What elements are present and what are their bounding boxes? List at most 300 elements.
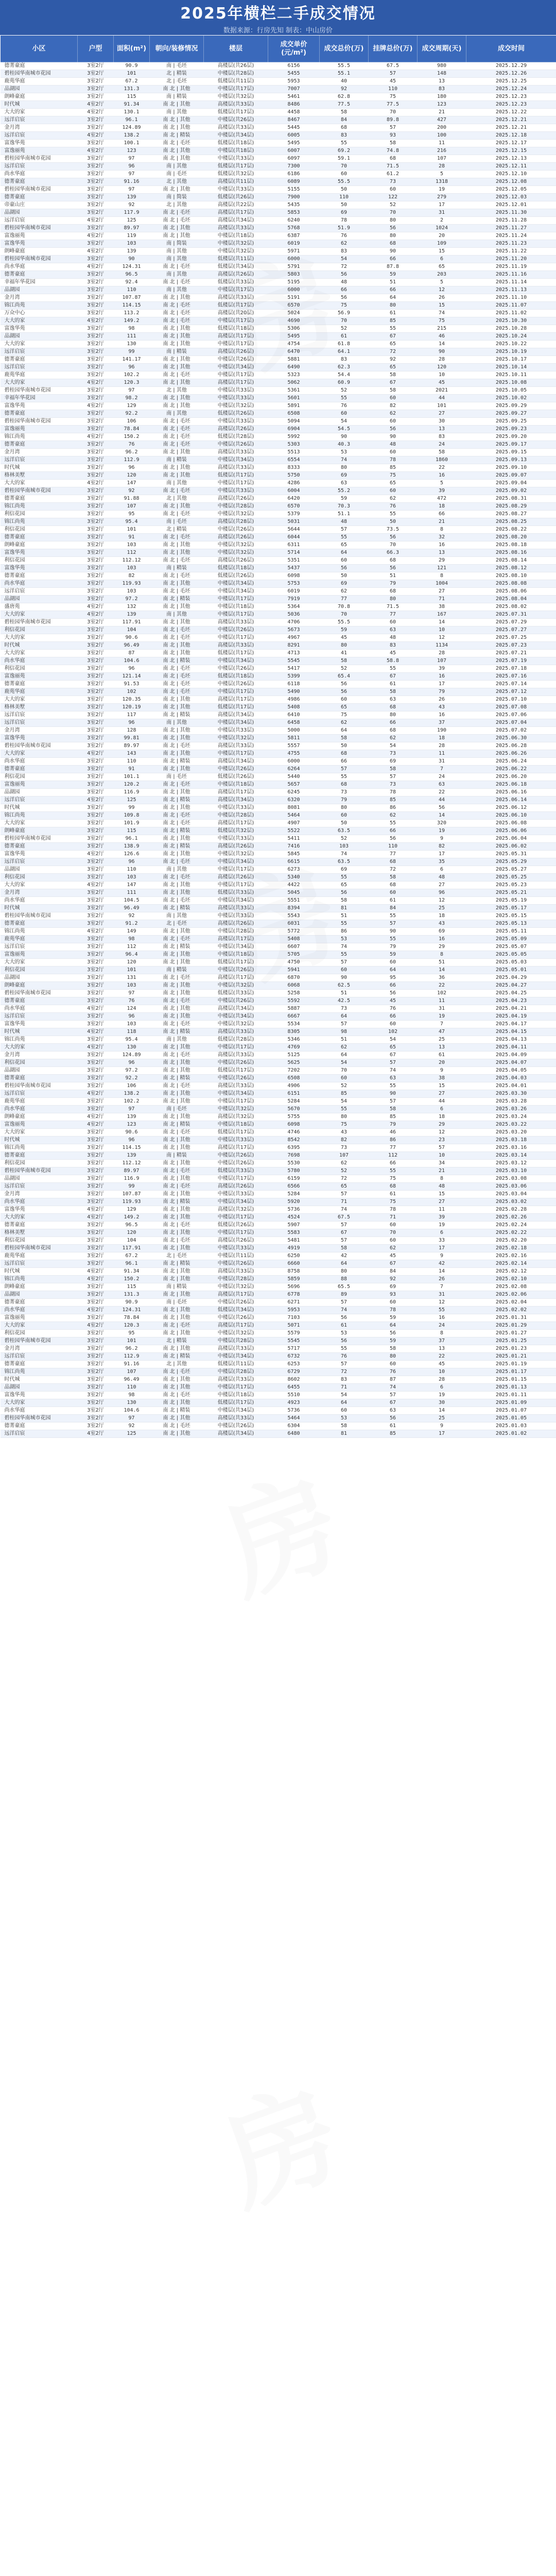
table-cell: 南 北 | 其他 bbox=[150, 1376, 204, 1384]
table-cell: 101.9 bbox=[114, 820, 150, 827]
table-cell: 南 | 其他 bbox=[150, 480, 204, 487]
table-cell: 中楼层(共32层) bbox=[204, 541, 268, 549]
table-cell: 南 北 | 精装 bbox=[150, 1198, 204, 1206]
table-cell: 97.2 bbox=[114, 596, 150, 603]
table-cell: 3室2厅 bbox=[78, 1021, 114, 1028]
table-cell: 76 bbox=[114, 997, 150, 1005]
table-cell: 64 bbox=[320, 727, 369, 735]
table-row bbox=[1, 1384, 556, 1392]
table-cell: 46 bbox=[369, 1129, 418, 1137]
table-cell: 73 bbox=[369, 750, 418, 758]
table-cell: 6458 bbox=[268, 719, 320, 727]
table-cell: 锦江尚苑 bbox=[1, 1276, 78, 1283]
table-cell: 130 bbox=[114, 341, 150, 348]
table-cell: 中楼层(共17层) bbox=[204, 371, 268, 379]
table-cell: 4室2厅 bbox=[78, 147, 114, 155]
table-row bbox=[1, 1005, 556, 1013]
table-cell: 大大的家 bbox=[1, 1129, 78, 1137]
table-cell: 高楼层(共34层) bbox=[204, 711, 268, 719]
table-cell: 中楼层(共17层) bbox=[204, 1175, 268, 1183]
table-cell: 2025.10.30 bbox=[466, 317, 556, 325]
table-cell: 大大的家 bbox=[1, 650, 78, 657]
table-cell: 18 bbox=[418, 912, 466, 920]
page-header bbox=[0, 0, 556, 35]
table-cell: 5545 bbox=[268, 657, 320, 665]
table-cell: 103 bbox=[114, 874, 150, 882]
table-cell: 5361 bbox=[268, 387, 320, 395]
table-cell: 66 bbox=[320, 286, 369, 294]
table-cell: 3室2厅 bbox=[78, 735, 114, 742]
table-cell: 75 bbox=[320, 1121, 369, 1129]
table-cell: 2025.01.07 bbox=[466, 1407, 556, 1415]
table-cell: 中楼层(共28层) bbox=[204, 1368, 268, 1376]
table-cell: 南 北 | 毛坯 bbox=[150, 263, 204, 271]
table-cell: 73 bbox=[369, 178, 418, 186]
table-cell: 低楼层(共11层) bbox=[204, 256, 268, 263]
table-cell: 中楼层(共32层) bbox=[204, 248, 268, 256]
table-cell: 11 bbox=[418, 750, 466, 758]
table-cell: 69 bbox=[369, 758, 418, 766]
table-cell: 2025.10.24 bbox=[466, 333, 556, 341]
table-cell: 67 bbox=[369, 379, 418, 387]
table-cell: 93 bbox=[369, 1291, 418, 1299]
table-cell: 6019 bbox=[268, 588, 320, 596]
table-row bbox=[1, 572, 556, 580]
table-cell: 德菁豪庭 bbox=[1, 178, 78, 186]
table-row bbox=[1, 464, 556, 472]
table-cell: 中楼层(共17层) bbox=[204, 750, 268, 758]
table-cell: 南 | 精装 bbox=[150, 1283, 204, 1291]
table-row bbox=[1, 549, 556, 557]
table-row bbox=[1, 495, 556, 503]
table-cell: 76 bbox=[320, 402, 369, 410]
table-cell: 南 | 其他 bbox=[150, 271, 204, 279]
table-cell: 84 bbox=[369, 905, 418, 912]
table-cell: 2025.12.17 bbox=[466, 140, 556, 147]
table-row bbox=[1, 503, 556, 511]
table-cell: 31 bbox=[418, 209, 466, 217]
table-cell: 12 bbox=[418, 1129, 466, 1137]
table-cell: 9 bbox=[418, 1422, 466, 1430]
table-cell: 4907 bbox=[268, 820, 320, 827]
table-cell: 金月湾 bbox=[1, 889, 78, 897]
table-cell: 3室2厅 bbox=[78, 526, 114, 534]
table-cell: 南 北 | 其他 bbox=[150, 472, 204, 480]
table-cell: 碧桂园华南城市花园 bbox=[1, 619, 78, 626]
table-cell: 14 bbox=[418, 1407, 466, 1415]
table-cell: 61 bbox=[369, 310, 418, 317]
table-cell: 48 bbox=[418, 1183, 466, 1191]
table-cell: 83 bbox=[369, 642, 418, 650]
table-cell: 91.34 bbox=[114, 1268, 150, 1276]
table-cell: 103 bbox=[114, 240, 150, 248]
table-cell: 6240 bbox=[268, 217, 320, 225]
table-cell: 11 bbox=[418, 140, 466, 147]
table-cell: 2025.02.06 bbox=[466, 1291, 556, 1299]
table-cell: 尚水华庭 bbox=[1, 580, 78, 588]
table-row bbox=[1, 263, 556, 271]
table-cell: 90 bbox=[369, 1090, 418, 1098]
table-cell: 13 bbox=[418, 78, 466, 86]
table-cell: 远洋启宸 bbox=[1, 796, 78, 804]
table-cell: 南 北 | 精装 bbox=[150, 796, 204, 804]
table-cell: 高楼层(共33层) bbox=[204, 464, 268, 472]
table-cell: 68 bbox=[320, 750, 369, 758]
table-cell: 10 bbox=[418, 1368, 466, 1376]
table-cell: 朗峰豪庭 bbox=[1, 1283, 78, 1291]
table-row bbox=[1, 1237, 556, 1245]
table-cell: 106 bbox=[114, 1082, 150, 1090]
table-cell: 64 bbox=[320, 549, 369, 557]
table-cell: 70 bbox=[369, 209, 418, 217]
table-cell: 96.2 bbox=[114, 449, 150, 456]
table-cell: 6311 bbox=[268, 541, 320, 549]
table-cell: 68 bbox=[369, 240, 418, 248]
table-cell: 南 北 | 毛坯 bbox=[150, 974, 204, 982]
table-cell: 8602 bbox=[268, 1376, 320, 1384]
table-cell: 71 bbox=[320, 1198, 369, 1206]
table-cell: 119.93 bbox=[114, 1198, 150, 1206]
table-cell: 中楼层(共18层) bbox=[204, 951, 268, 959]
table-cell: 114.15 bbox=[114, 302, 150, 310]
table-cell: 南 | 其他 bbox=[150, 248, 204, 256]
table-row bbox=[1, 93, 556, 101]
table-row bbox=[1, 209, 556, 217]
table-cell: 61 bbox=[369, 1422, 418, 1430]
table-cell: 2025.01.17 bbox=[466, 1368, 556, 1376]
table-cell: 中楼层(共17层) bbox=[204, 1229, 268, 1237]
table-cell: 48 bbox=[418, 874, 466, 882]
table-cell: 72 bbox=[369, 866, 418, 874]
table-cell: 55 bbox=[369, 1167, 418, 1175]
table-cell: 97 bbox=[114, 1415, 150, 1422]
table-cell: 5592 bbox=[268, 997, 320, 1005]
table-cell: 70 bbox=[320, 163, 369, 171]
table-cell: 品湖园 bbox=[1, 209, 78, 217]
table-cell: 2025.05.13 bbox=[466, 920, 556, 928]
table-cell: 10 bbox=[418, 1152, 466, 1160]
table-cell: 中楼层(共18层) bbox=[204, 781, 268, 789]
table-cell: 95 bbox=[114, 511, 150, 518]
table-cell: 2025.06.24 bbox=[466, 758, 556, 766]
table-cell: 72 bbox=[369, 348, 418, 356]
table-cell: 120 bbox=[114, 1229, 150, 1237]
table-cell: 2025.01.27 bbox=[466, 1330, 556, 1337]
table-cell: 56 bbox=[320, 565, 369, 572]
table-cell: 52 bbox=[369, 201, 418, 209]
table-cell: 德菁豪庭 bbox=[1, 495, 78, 503]
table-cell: 碧桂园华南城市花园 bbox=[1, 1415, 78, 1422]
table-cell: 大大的家 bbox=[1, 959, 78, 967]
table-cell: 3室2厅 bbox=[78, 70, 114, 78]
table-cell: 3室2厅 bbox=[78, 1191, 114, 1198]
table-cell: 61 bbox=[418, 1052, 466, 1059]
table-cell: 锦江尚苑 bbox=[1, 928, 78, 936]
table-cell: 56 bbox=[369, 565, 418, 572]
table-cell: 96.5 bbox=[114, 271, 150, 279]
table-cell: 28 bbox=[418, 356, 466, 364]
table-row bbox=[1, 626, 556, 634]
table-cell: 147 bbox=[114, 882, 150, 889]
table-row bbox=[1, 711, 556, 719]
table-cell: 58 bbox=[369, 1106, 418, 1113]
table-cell: 74 bbox=[320, 1206, 369, 1214]
table-cell: 万众中心 bbox=[1, 310, 78, 317]
table-cell: 3室2厅 bbox=[78, 1407, 114, 1415]
table-cell: 52 bbox=[320, 387, 369, 395]
table-cell: 51 bbox=[320, 1036, 369, 1044]
table-cell: 6245 bbox=[268, 789, 320, 796]
table-cell: 57 bbox=[418, 1144, 466, 1152]
table-cell: 39 bbox=[418, 665, 466, 673]
table-cell: 大大的家 bbox=[1, 611, 78, 619]
table-row bbox=[1, 279, 556, 286]
table-row bbox=[1, 634, 556, 642]
table-cell: 51 bbox=[369, 572, 418, 580]
table-cell: 16 bbox=[418, 472, 466, 480]
table-row bbox=[1, 1430, 556, 1438]
table-cell: 96 bbox=[418, 889, 466, 897]
table-row bbox=[1, 325, 556, 333]
table-cell: 34 bbox=[418, 1160, 466, 1167]
table-cell: 472 bbox=[418, 495, 466, 503]
table-cell: 南 北 | 其他 bbox=[150, 650, 204, 657]
table-cell: 110 bbox=[320, 194, 369, 201]
table-cell: 90.9 bbox=[114, 62, 150, 70]
table-cell: 58 bbox=[369, 1345, 418, 1353]
table-cell: 中楼层(共28层) bbox=[204, 70, 268, 78]
table-cell: 77 bbox=[369, 611, 418, 619]
table-cell: 中楼层(共34层) bbox=[204, 1090, 268, 1098]
table-row bbox=[1, 742, 556, 750]
table-cell: 5780 bbox=[268, 1167, 320, 1175]
table-cell: 2025.08.12 bbox=[466, 565, 556, 572]
table-cell: 17 bbox=[418, 681, 466, 688]
table-cell: 5323 bbox=[268, 371, 320, 379]
table-cell: 1860 bbox=[418, 456, 466, 464]
table-cell: 62.3 bbox=[320, 364, 369, 371]
table-cell: 29 bbox=[418, 1121, 466, 1129]
table-cell: 碧桂园华南城市花园 bbox=[1, 186, 78, 194]
table-row bbox=[1, 511, 556, 518]
table-cell: 110 bbox=[369, 86, 418, 93]
table-cell: 南 北 | 其他 bbox=[150, 449, 204, 456]
table-cell: 南 北 | 毛坯 bbox=[150, 673, 204, 681]
table-cell: 67.5 bbox=[369, 62, 418, 70]
table-row bbox=[1, 611, 556, 619]
table-cell: 11 bbox=[418, 1206, 466, 1214]
table-cell: 6159 bbox=[268, 1175, 320, 1183]
table-cell: 67.2 bbox=[114, 78, 150, 86]
table-cell: 中楼层(共18层) bbox=[204, 1392, 268, 1399]
table-cell: 18 bbox=[418, 735, 466, 742]
table-cell: 101 bbox=[114, 1337, 150, 1345]
table-cell: 5411 bbox=[268, 835, 320, 843]
table-cell: 3室2厅 bbox=[78, 1152, 114, 1160]
table-cell: 12 bbox=[418, 634, 466, 642]
table-cell: 北 | 精装 bbox=[150, 70, 204, 78]
table-cell: 14 bbox=[418, 1268, 466, 1276]
table-cell: 3室2厅 bbox=[78, 858, 114, 866]
table-row bbox=[1, 704, 556, 711]
table-row bbox=[1, 750, 556, 758]
table-cell: 中楼层(共34层) bbox=[204, 943, 268, 951]
table-cell: 2025.01.23 bbox=[466, 1345, 556, 1353]
table-cell: 北 | 其他 bbox=[150, 387, 204, 395]
table-cell: 102 bbox=[114, 688, 150, 696]
table-cell: 5461 bbox=[268, 93, 320, 101]
table-row bbox=[1, 286, 556, 294]
table-cell: 76 bbox=[369, 503, 418, 511]
table-cell: 南 北 | 精装 bbox=[150, 843, 204, 851]
table-cell: 低楼层(共11层) bbox=[204, 1361, 268, 1368]
table-cell: 57 bbox=[369, 124, 418, 132]
table-row bbox=[1, 1345, 556, 1353]
table-cell: 96 bbox=[114, 1013, 150, 1021]
table-cell: 2025.04.15 bbox=[466, 1028, 556, 1036]
table-cell: 97 bbox=[114, 387, 150, 395]
table-cell: 德菁豪庭 bbox=[1, 920, 78, 928]
table-cell: 83 bbox=[320, 248, 369, 256]
table-cell: 2025.12.26 bbox=[466, 70, 556, 78]
table-cell: 70 bbox=[369, 109, 418, 116]
table-cell: 75 bbox=[369, 1175, 418, 1183]
table-cell: 55.2 bbox=[320, 487, 369, 495]
table-cell: 3室2厅 bbox=[78, 843, 114, 851]
table-cell: 3室2厅 bbox=[78, 773, 114, 781]
table-cell: 58 bbox=[369, 688, 418, 696]
table-cell: 2025.04.09 bbox=[466, 1052, 556, 1059]
table-cell: 15 bbox=[418, 1082, 466, 1090]
table-cell: 锦江尚苑 bbox=[1, 812, 78, 820]
table-cell: 南 北 | 毛坯 bbox=[150, 487, 204, 495]
table-cell: 104 bbox=[114, 626, 150, 634]
table-cell: 4769 bbox=[268, 1044, 320, 1052]
table-cell: 尚水华庭 bbox=[1, 657, 78, 665]
table-cell: 中楼层(共34层) bbox=[204, 456, 268, 464]
table-cell: 4906 bbox=[268, 1082, 320, 1090]
table-cell: 2025.04.03 bbox=[466, 1075, 556, 1082]
table-cell: 7103 bbox=[268, 1314, 320, 1322]
table-cell: 22 bbox=[418, 1353, 466, 1361]
table-cell: 28 bbox=[418, 742, 466, 750]
table-cell: 3室2厅 bbox=[78, 426, 114, 433]
table-cell: 5992 bbox=[268, 433, 320, 441]
table-row bbox=[1, 1044, 556, 1052]
table-cell: 89.97 bbox=[114, 742, 150, 750]
table-cell: 3室2厅 bbox=[78, 534, 114, 541]
table-cell: 3室2厅 bbox=[78, 178, 114, 186]
table-cell: 103 bbox=[320, 843, 369, 851]
table-cell: 65 bbox=[320, 882, 369, 889]
table-cell: 55 bbox=[369, 936, 418, 943]
table-row bbox=[1, 163, 556, 171]
table-cell: 大大的家 bbox=[1, 882, 78, 889]
table-cell: 南 北 | 其他 bbox=[150, 464, 204, 472]
table-cell: 8 bbox=[418, 1330, 466, 1337]
table-cell: 2025.06.30 bbox=[466, 735, 556, 742]
table-cell: 富逸丽苑 bbox=[1, 781, 78, 789]
table-cell: 中楼层(共17层) bbox=[204, 611, 268, 619]
table-cell: 2025.03.26 bbox=[466, 1106, 556, 1113]
table-cell: 31 bbox=[418, 1005, 466, 1013]
table-row bbox=[1, 1028, 556, 1036]
table-cell: 高楼层(共33层) bbox=[204, 1028, 268, 1036]
table-cell: 87 bbox=[369, 1376, 418, 1384]
table-cell: 南 北 | 精装 bbox=[150, 711, 204, 719]
table-row bbox=[1, 333, 556, 341]
table-cell: 67 bbox=[369, 673, 418, 681]
table-cell: 14 bbox=[418, 967, 466, 974]
table-cell: 112 bbox=[369, 1152, 418, 1160]
table-row bbox=[1, 1121, 556, 1129]
table-cell: 92 bbox=[320, 86, 369, 93]
table-cell: 2025.09.04 bbox=[466, 480, 556, 487]
table-cell: 79 bbox=[369, 1121, 418, 1129]
table-cell: 2025.03.02 bbox=[466, 1198, 556, 1206]
table-cell: 72 bbox=[320, 1175, 369, 1183]
table-cell: 南 北 | 其他 bbox=[150, 1098, 204, 1106]
table-cell: 55.5 bbox=[320, 178, 369, 186]
table-cell: 南 北 | 其他 bbox=[150, 1291, 204, 1299]
table-cell: 6554 bbox=[268, 456, 320, 464]
table-cell: 中楼层(共34层) bbox=[204, 1013, 268, 1021]
table-cell: 中楼层(共18层) bbox=[204, 232, 268, 240]
table-row bbox=[1, 418, 556, 426]
table-cell: 60 bbox=[369, 186, 418, 194]
table-cell: 110 bbox=[114, 758, 150, 766]
table-cell: 3室2厅 bbox=[78, 518, 114, 526]
table-cell: 低楼层(共18层) bbox=[204, 673, 268, 681]
table-cell: 南 北 | 其他 bbox=[150, 804, 204, 812]
table-cell: 63 bbox=[320, 480, 369, 487]
table-cell: 115 bbox=[114, 827, 150, 835]
table-cell: 南 北 | 毛坯 bbox=[150, 534, 204, 541]
table-cell: 2025.09.13 bbox=[466, 456, 556, 464]
table-cell: 南 北 | 毛坯 bbox=[150, 217, 204, 225]
table-cell: 99 bbox=[114, 804, 150, 812]
table-cell: 2025.10.28 bbox=[466, 325, 556, 333]
table-cell: 南 北 | 其他 bbox=[150, 549, 204, 557]
table-cell: 141.17 bbox=[114, 356, 150, 364]
table-cell: 80 bbox=[369, 232, 418, 240]
table-cell: 4室2厅 bbox=[78, 1113, 114, 1121]
table-cell: 2025.06.28 bbox=[466, 742, 556, 750]
table-cell: 147 bbox=[114, 480, 150, 487]
table-cell: 5379 bbox=[268, 511, 320, 518]
table-cell: 2025.11.02 bbox=[466, 310, 556, 317]
table-cell: 南 北 | 其他 bbox=[150, 86, 204, 93]
table-cell: 3室2厅 bbox=[78, 333, 114, 341]
table-cell: 4室2厅 bbox=[78, 1044, 114, 1052]
table-cell: 中楼层(共34层) bbox=[204, 580, 268, 588]
table-cell: 50 bbox=[320, 820, 369, 827]
table-cell: 103 bbox=[114, 982, 150, 990]
table-cell: 101 bbox=[114, 70, 150, 78]
table-cell: 36 bbox=[418, 974, 466, 982]
table-cell: 南 | 其他 bbox=[150, 256, 204, 263]
table-cell: 11 bbox=[418, 997, 466, 1005]
table-cell: 2025.06.14 bbox=[466, 796, 556, 804]
table-cell: 碧桂园华南城市花园 bbox=[1, 418, 78, 426]
table-cell: 103 bbox=[114, 588, 150, 596]
table-cell: 4室2厅 bbox=[78, 1206, 114, 1214]
table-cell: 德菁豪庭 bbox=[1, 410, 78, 418]
table-cell: 55 bbox=[369, 511, 418, 518]
table-cell: 5750 bbox=[268, 472, 320, 480]
table-cell: 6 bbox=[418, 866, 466, 874]
table-row bbox=[1, 681, 556, 688]
